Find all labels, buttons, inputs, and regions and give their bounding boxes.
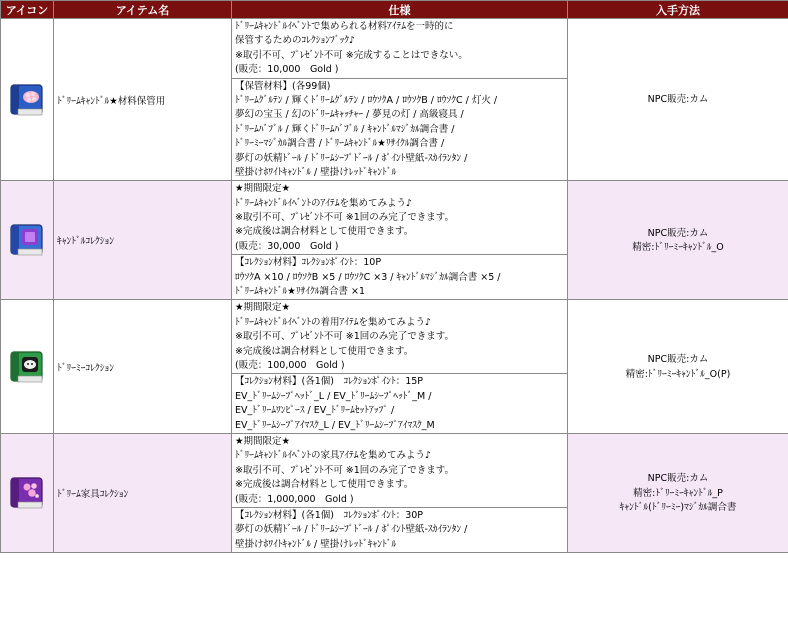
header-item-name: アイテム名 <box>54 1 232 19</box>
blue-book-purple-cover-icon <box>8 221 46 259</box>
spec-line: ﾄﾞﾘｰﾑｷｬﾝﾄﾞﾙｲﾍﾞﾝﾄで集められる材料ｱｲﾃﾑを一時的に <box>235 21 454 32</box>
spec-line: EV_ﾄﾞﾘｰﾑｼｰﾌﾟﾍｯﾄﾞ_L / EV_ﾄﾞﾘｰﾑｼｰﾌﾟﾍｯﾄﾞ_M / <box>235 390 432 402</box>
spec-line: ★期間限定★ <box>235 183 291 195</box>
spec-line: ﾄﾞﾘｰﾐｰﾏｼﾞｶﾙ調合書 / ﾄﾞﾘｰﾑｷｬﾝﾄﾞﾙ★ﾘｻｲｸﾙ調合書 / <box>235 138 445 150</box>
green-book-sheep-icon <box>8 348 46 386</box>
source-line: NPC販売:カム <box>647 354 709 366</box>
header-icon: アイコン <box>1 1 54 19</box>
item-name: ﾄﾞﾘｰﾐｰｺﾚｸｼｮﾝ <box>54 300 232 434</box>
item-spec-top <box>232 300 568 374</box>
header-row <box>1 1 788 19</box>
spec-line: EV_ﾄﾞﾘｰﾑﾜﾝﾋﾟｰｽ / EV_ﾄﾞﾘｰﾑｾｯﾄｱｯﾌﾟ / <box>235 405 395 417</box>
spec-line: ﾄﾞﾘｰﾑｷｬﾝﾄﾞﾙｲﾍﾞﾝﾄの家具ｱｲﾃﾑを集めてみよう♪ <box>235 450 432 462</box>
spec-line: EV_ﾄﾞﾘｰﾑｼｰﾌﾟｱｲﾏｽｸ_L / EV_ﾄﾞﾘｰﾑｼｰﾌﾟｱｲﾏｽｸ_M <box>235 419 435 431</box>
item-spec-top <box>232 433 568 507</box>
spec-line: (販売：10,000 Gold ) <box>235 64 339 76</box>
spec-line: ※取引不可、ﾌﾟﾚｾﾞﾝﾄ不可 ※1回のみ完了できます。 <box>235 331 454 343</box>
source-line: 精密:ﾄﾞﾘｰﾐｰｷｬﾝﾄﾞﾙ_P <box>633 487 723 499</box>
spec-line: ★期間限定★ <box>235 435 291 447</box>
spec-line: (販売：100,000 Gold ) <box>235 359 345 371</box>
spec-line: ﾄﾞﾘｰﾑｸﾞﾙﾃﾝ / 輝くﾄﾞﾘｰﾑｸﾞﾙﾃﾝ / ﾛｳｿｸA / ﾛｳｿｸB / ﾛｳｿｸC / 灯火 / <box>235 94 498 106</box>
item-source <box>568 300 788 434</box>
spec-line: 夢灯の妖精ﾄﾞｰﾙ / ﾄﾞﾘｰﾑｼｰﾌﾟﾄﾞｰﾙ / ﾎﾟｲﾝﾄ壁紙-ｽｶｲﾗﾝﾀﾝ / <box>235 524 468 536</box>
item-spec-bottom <box>232 255 568 300</box>
spec-line: ※完成後は調合材料として使用できます。 <box>235 345 414 357</box>
source-line: 精密:ﾄﾞﾘｰﾐｰｷｬﾝﾄﾞﾙ_O(P) <box>625 368 731 380</box>
source-line: ｷｬﾝﾄﾞﾙ(ﾄﾞﾘｰﾐｰ)ﾏｼﾞｶﾙ調合書 <box>619 502 737 514</box>
spec-line: 【ｺﾚｸｼｮﾝ材料】(各1個) ｺﾚｸｼｮﾝﾎﾟｲﾝﾄ：30P <box>235 509 424 521</box>
item-spec-bottom <box>232 507 568 552</box>
source-line: NPC販売:カム <box>647 94 709 106</box>
source-line: NPC販売:カム <box>647 473 709 485</box>
header-spec: 仕様 <box>232 1 568 19</box>
table-row <box>1 433 788 507</box>
item-name: ﾄﾞﾘｰﾑｷｬﾝﾄﾞﾙ★材料保管用 <box>54 19 232 181</box>
icon-cell <box>1 181 54 300</box>
spec-line: 壁掛けﾎﾜｲﾄｷｬﾝﾄﾞﾙ / 壁掛けﾚｯﾄﾞｷｬﾝﾄﾞﾙ <box>235 538 397 550</box>
table-row <box>1 19 788 79</box>
item-spec-bottom <box>232 374 568 434</box>
spec-line: 【保管材料】(各99個) <box>235 80 331 92</box>
icon-cell <box>1 19 54 181</box>
item-spec-bottom <box>232 78 568 181</box>
item-source <box>568 19 788 181</box>
item-name: ｷｬﾝﾄﾞﾙｺﾚｸｼｮﾝ <box>54 181 232 300</box>
spec-line: 【ｺﾚｸｼｮﾝ材料】(各1個) ｺﾚｸｼｮﾝﾎﾟｲﾝﾄ：15P <box>235 376 424 388</box>
table-row <box>1 181 788 255</box>
table-row <box>1 300 788 374</box>
icon-cell <box>1 433 54 552</box>
spec-line: 夢幻の宝玉 / 幻のﾄﾞﾘｰﾑｷｬｯﾁｬｰ / 夢見の灯 / 高級寝具 / <box>235 109 464 121</box>
spec-line: ※取引不可、ﾌﾟﾚｾﾞﾝﾄ不可 ※1回のみ完了できます。 <box>235 464 454 476</box>
spec-line: ※完成後は調合材料として使用できます。 <box>235 226 414 238</box>
spec-line: 夢灯の妖精ﾄﾞｰﾙ / ﾄﾞﾘｰﾑｼｰﾌﾟﾄﾞｰﾙ / ﾎﾟｲﾝﾄ壁紙-ｽｶｲﾗﾝﾀﾝ / <box>235 152 468 164</box>
item-name: ﾄﾞﾘｰﾑ家具ｺﾚｸｼｮﾝ <box>54 433 232 552</box>
spec-line: ﾄﾞﾘｰﾑｷｬﾝﾄﾞﾙｲﾍﾞﾝﾄのｱｲﾃﾑを集めてみよう♪ <box>235 197 413 209</box>
spec-line: 【ｺﾚｸｼｮﾝ材料】ｺﾚｸｼｮﾝﾎﾟｲﾝﾄ：10P <box>235 257 382 269</box>
purple-book-pink-bubbles-icon <box>8 474 46 512</box>
spec-line: 保管するためのｺﾚｸｼｮﾝﾌﾞｯｸ♪ <box>235 35 356 47</box>
spec-line: ※取引不可、ﾌﾟﾚｾﾞﾝﾄ不可 ※完成することはできない。 <box>235 49 468 61</box>
spec-line: ★期間限定★ <box>235 302 291 314</box>
source-line: NPC販売:カム <box>647 227 709 239</box>
item-spec-top <box>232 181 568 255</box>
spec-line: (販売：1,000,000 Gold ) <box>235 493 354 505</box>
spec-line: ﾄﾞﾘｰﾑﾊﾞﾌﾞﾙ / 輝くﾄﾞﾘｰﾑﾊﾞﾌﾞﾙ / ｷｬﾝﾄﾞﾙﾏｼﾞｶﾙ調合書 / <box>235 123 455 135</box>
icon-cell <box>1 300 54 434</box>
spec-line: ※完成後は調合材料として使用できます。 <box>235 479 414 491</box>
header-source: 入手方法 <box>568 1 788 19</box>
item-spec-top <box>232 19 568 79</box>
item-source <box>568 433 788 552</box>
item-source <box>568 181 788 300</box>
spec-line: ﾛｳｿｸA ×10 / ﾛｳｿｸB ×5 / ﾛｳｿｸC ×3 / ｷｬﾝﾄﾞﾙﾏｼﾞｶﾙ調合書 ×5 / <box>235 271 501 283</box>
spec-line: ﾄﾞﾘｰﾑｷｬﾝﾄﾞﾙ★ﾘｻｲｸﾙ調合書 ×1 <box>235 286 366 298</box>
blue-book-pink-flower-icon <box>8 81 46 119</box>
spec-line: (販売：30,000 Gold ) <box>235 240 339 252</box>
spec-line: ﾄﾞﾘｰﾑｷｬﾝﾄﾞﾙｲﾍﾞﾝﾄの着用ｱｲﾃﾑを集めてみよう♪ <box>235 316 432 328</box>
source-line: 精密:ﾄﾞﾘｰﾐｰｷｬﾝﾄﾞﾙ_O <box>632 242 724 254</box>
spec-line: 壁掛けﾎﾜｲﾄｷｬﾝﾄﾞﾙ / 壁掛けﾚｯﾄﾞｷｬﾝﾄﾞﾙ <box>235 166 397 178</box>
spec-line: ※取引不可、ﾌﾟﾚｾﾞﾝﾄ不可 ※1回のみ完了できます。 <box>235 212 454 224</box>
